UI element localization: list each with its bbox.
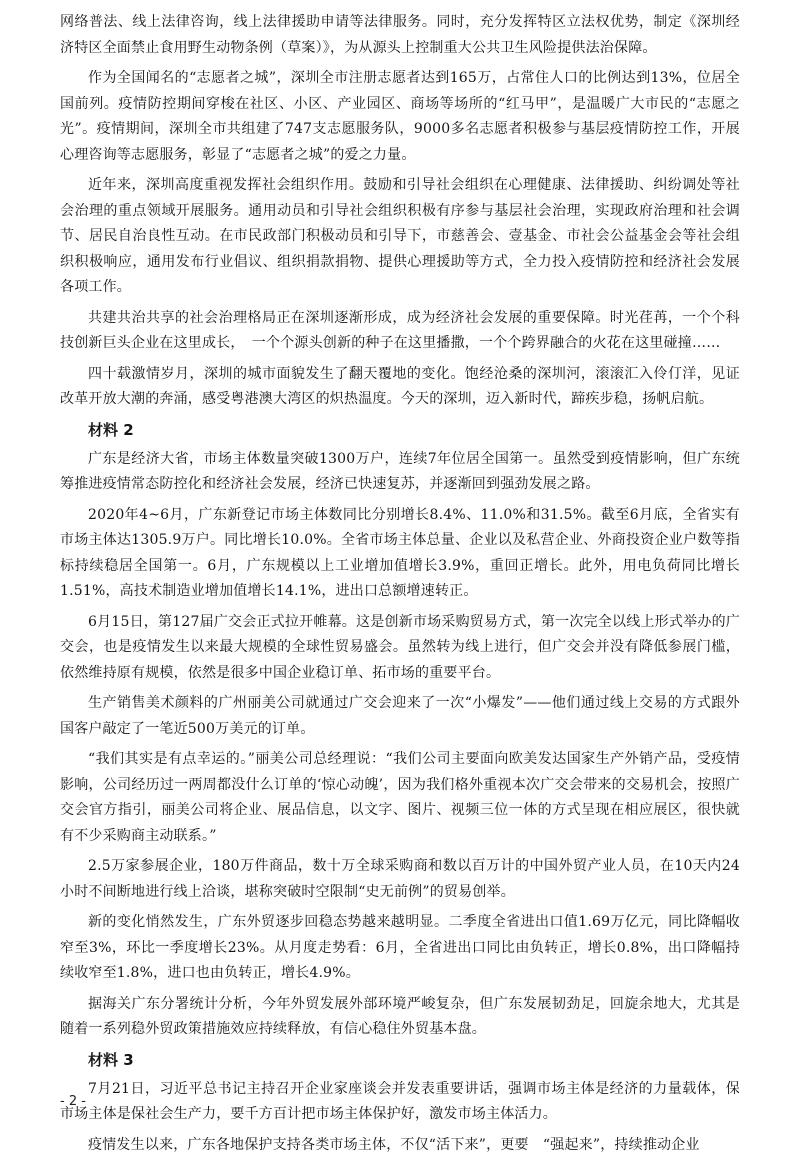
page-number: - 2 -	[60, 1094, 86, 1109]
paragraph-exhibitors: 2.5万家参展企业，180万件商品，数十万全球采购商和数以百万计的中国外贸产业人员，在10天内24小时不间断地进行线上洽谈，堪称突破时空限制“史无前例”的贸易创举。	[60, 858, 740, 900]
paragraph-social-governance: 共建共治共享的社会治理格局正在深圳逐渐形成，成为经济社会发展的重要保障。时光荏苒，一个个科技创新巨头企业在这里成长， 一个个源头创新的种子在这里播撒，一个个跨界融合的火花在这里碰撞……	[60, 309, 740, 351]
document-page	[60, 10, 740, 1163]
section-heading-material-2: 材料 2	[88, 420, 134, 439]
paragraph-customs-analysis: 据海关广东分署统计分析，今年外贸发展外部环境严峻复杂，但广东发展韧劲足，回旋余地大，尤其是随着一系列稳外贸政策措施效应持续释放，有信心稳住外贸基本盘。	[60, 995, 740, 1037]
paragraph-guangdong-economy: 广东是经济大省，市场主体数量突破1300万户，连续7年位居全国第一。虽然受到疫情影响，但广东统筹推进疫情常态防控化和经济社会发展，经济已快速复苏，并逐渐回到强劲发展之路。	[60, 450, 740, 492]
paragraph-manager-quote: “我们其实是有点幸运的。”丽美公司总经理说：“我们公司主要面向欧美发达国家生产外销产品，受疫情影响，公司经历过一两周都没什么订单的‘惊心动魄’，因为我们格外重视本次广交会带来的交易机会，按照广交会官方指引，丽美公司将企业、展品信息，以文字、图片、视频三位一体的方式呈现在相应展区，很快就有不少采购商主动联系。”	[60, 751, 740, 844]
paragraph-limei-company: 生产销售美术颜料的广州丽美公司就通过广交会迎来了一次“小爆发”——他们通过线上交易的方式跟外国客户敲定了一笔近500万美元的订单。	[60, 695, 740, 737]
paragraph-volunteer-city: 作为全国闻名的“志愿者之城”，深圳全市注册志愿者达到165万，占常住人口的比例达到13%，位居全国前列。疫情防控期间穿梭在社区、小区、产业园区、商场等场所的“红马甲”，是温暖广大市民的“志愿之光”。疫情期间，深圳全市共组建了747支志愿服务队，9000多名志愿者积极参与基层疫情防控工作，开展心理咨询等志愿服务，彰显了“志愿者之城”的爱之力量。	[60, 70, 740, 163]
paragraph-social-organizations: 近年来，深圳高度重视发挥社会组织作用。鼓励和引导社会组织在心理健康、法律援助、纠纷调处等社会治理的重点领域开展服务。通用动员和引导社会组织积极有序参与基层社会治理，实现政府治理和社会调节、居民自治良性互动。在市民政部门积极动员和引导下，市慈善会、壹基金、市社会公益基金会等社会组织积极响应，通用发布行业倡议、组织捐款捐物、提供心理援助等方式，全力投入疫情防控和经济社会发展各项工作。	[60, 177, 740, 295]
paragraph-symposium: 7月21日，习近平总书记主持召开企业家座谈会并发表重要讲话，强调市场主体是经济的力量载体，保市场主体是保社会生产力，要千方百计把市场主体保护好，激发市场主体活力。	[60, 1080, 740, 1122]
paragraph-foreign-trade: 新的变化悄然发生，广东外贸逐步回稳态势越来越明显。二季度全省进出口值1.69万亿元，同比降幅收窄至3%，环比一季度增长23%。从月度走势看：6月，全省进出口同比由负转正，增长0.8%，出口降幅持续收窄至1.8%，进口也由负转正，增长4.9%。	[60, 914, 740, 981]
paragraph-continuation: 网络普法、线上法律咨询，线上法律援助申请等法律服务。同时，充分发挥特区立法权优势，制定《深圳经济特区全面禁止食用野生动物条例（草案）》，为从源头上控制重大公共卫生风险提供法治保障。	[60, 14, 740, 56]
section-heading-material-3: 材料 3	[88, 1050, 134, 1069]
paragraph-market-entities: 2020年4~6月，广东新登记市场主体数同比分别增长8.4%、11.0%和31.5%。截至6月底，全省实有市场主体达1305.9万户。同比增长10.0%。全省市场主体总量、企业以及私营企业、外商投资企业户数等指标持续稳居全国第一。6月，广东规模以上工业增加值增长3.9%，重回正增长。此外，用电负荷同比增长1.51%，高技术制造业增加值增长14.1%，进出口总额增速转正。	[60, 506, 740, 599]
paragraph-support-entities: 疫情发生以来，广东各地保护支持各类市场主体，不仅“活下来”，更要 “强起来”，持续推动企业	[88, 1136, 700, 1153]
paragraph-forty-years: 四十载激情岁月，深圳的城市面貌发生了翻天覆地的变化。饱经沧桑的深圳河，滚滚汇入伶仃洋，见证改革开放大潮的奔涌，感受粤港澳大湾区的炽热温度。今天的深圳，迈入新时代，蹄疾步稳，扬帆启航。	[60, 365, 740, 407]
paragraph-canton-fair: 6月15日，第127届广交会正式拉开帷幕。这是创新市场采购贸易方式，第一次完全以线上形式举办的广交会，也是疫情发生以来最大规模的全球性贸易盛会。虽然转为线上进行，但广交会并没有降低参展门槛，依然维持原有规模，依然是很多中国企业稳订单、拓市场的重要平台。	[60, 613, 740, 681]
